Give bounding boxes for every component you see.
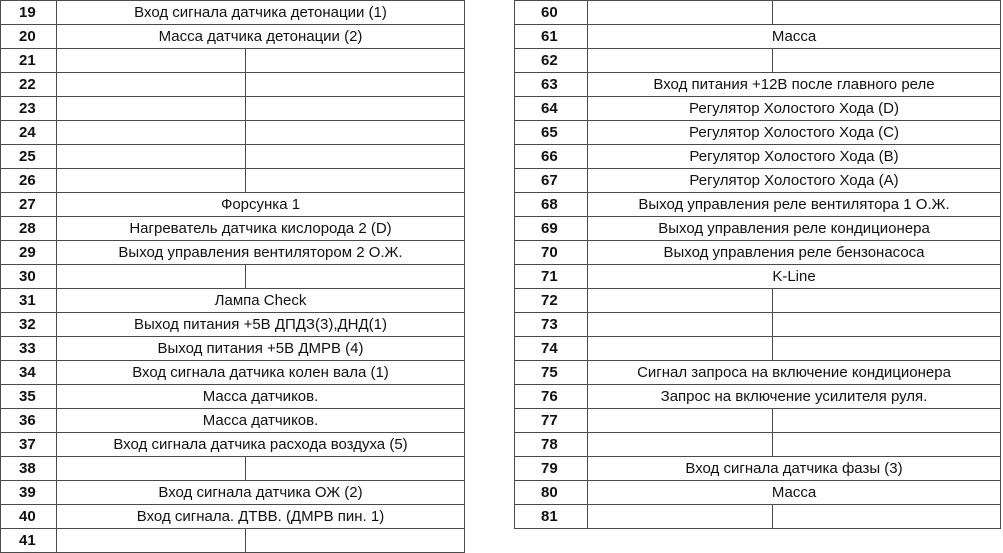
table-row xyxy=(1,241,465,265)
empty-cell xyxy=(246,529,465,553)
pin-number: 19 xyxy=(1,1,57,25)
table-row xyxy=(515,409,1001,433)
empty-cell xyxy=(588,313,773,337)
right-pin-table-body xyxy=(515,1,1001,529)
empty-cell xyxy=(773,1,1001,25)
table-row xyxy=(515,433,1001,457)
pin-number: 33 xyxy=(1,337,57,361)
empty-cell xyxy=(246,97,465,121)
empty-cell xyxy=(773,289,1001,313)
pin-number: 35 xyxy=(1,385,57,409)
table-row xyxy=(515,289,1001,313)
pin-description: Масса xyxy=(588,25,1001,49)
pin-number: 20 xyxy=(1,25,57,49)
pin-description: Выход управления реле кондиционера xyxy=(588,217,1001,241)
pin-number: 21 xyxy=(1,49,57,73)
table-row xyxy=(515,385,1001,409)
table-row xyxy=(1,169,465,193)
pin-number: 73 xyxy=(515,313,588,337)
pin-number: 63 xyxy=(515,73,588,97)
pin-description: Выход управления реле бензонасоса xyxy=(588,241,1001,265)
table-row xyxy=(1,265,465,289)
pin-number: 30 xyxy=(1,265,57,289)
empty-cell xyxy=(588,505,773,529)
table-row xyxy=(1,385,465,409)
pin-number: 38 xyxy=(1,457,57,481)
pin-description: Регулятор Холостого Хода (А) xyxy=(588,169,1001,193)
pin-number: 80 xyxy=(515,481,588,505)
table-row xyxy=(1,289,465,313)
pin-number: 67 xyxy=(515,169,588,193)
empty-cell xyxy=(246,121,465,145)
pin-description: Выход питания +5В ДПДЗ(3),ДНД(1) xyxy=(57,313,465,337)
table-row xyxy=(1,361,465,385)
pin-description: Вход питания +12В после главного реле xyxy=(588,73,1001,97)
empty-cell xyxy=(773,505,1001,529)
pin-description: K-Line xyxy=(588,265,1001,289)
pin-number: 23 xyxy=(1,97,57,121)
pin-description: Нагреватель датчика кислорода 2 (D) xyxy=(57,217,465,241)
table-row xyxy=(1,529,465,553)
pin-number: 62 xyxy=(515,49,588,73)
pin-description: Регулятор Холостого Хода (В) xyxy=(588,145,1001,169)
pin-description: Выход управления вентилятором 2 О.Ж. xyxy=(57,241,465,265)
pin-description: Выход питания +5В ДМРВ (4) xyxy=(57,337,465,361)
pin-number: 28 xyxy=(1,217,57,241)
table-row xyxy=(515,481,1001,505)
pin-number: 40 xyxy=(1,505,57,529)
pin-number: 71 xyxy=(515,265,588,289)
pin-number: 22 xyxy=(1,73,57,97)
pin-description: Лампа Check xyxy=(57,289,465,313)
table-row xyxy=(515,337,1001,361)
empty-cell xyxy=(57,529,246,553)
pin-description: Вход сигнала. ДТВВ. (ДМРВ пин. 1) xyxy=(57,505,465,529)
table-row xyxy=(515,73,1001,97)
pin-number: 36 xyxy=(1,409,57,433)
table-row xyxy=(1,217,465,241)
table-row xyxy=(515,217,1001,241)
empty-cell xyxy=(57,169,246,193)
pin-description: Вход сигнала датчика фазы (3) xyxy=(588,457,1001,481)
pin-number: 32 xyxy=(1,313,57,337)
pin-number: 39 xyxy=(1,481,57,505)
pin-number: 70 xyxy=(515,241,588,265)
empty-cell xyxy=(57,457,246,481)
empty-cell xyxy=(773,337,1001,361)
pin-number: 60 xyxy=(515,1,588,25)
empty-cell xyxy=(57,121,246,145)
empty-cell xyxy=(246,265,465,289)
pin-number: 64 xyxy=(515,97,588,121)
table-row xyxy=(1,505,465,529)
pin-description: Вход сигнала датчика детонации (1) xyxy=(57,1,465,25)
table-row xyxy=(515,97,1001,121)
empty-cell xyxy=(57,73,246,97)
empty-cell xyxy=(773,433,1001,457)
empty-cell xyxy=(57,265,246,289)
table-row xyxy=(1,313,465,337)
empty-cell xyxy=(773,49,1001,73)
pin-number: 66 xyxy=(515,145,588,169)
left-pin-table-body xyxy=(1,1,465,553)
table-row xyxy=(1,337,465,361)
pin-description: Масса xyxy=(588,481,1001,505)
table-row xyxy=(1,97,465,121)
table-row xyxy=(515,169,1001,193)
pin-description: Регулятор Холостого Хода (С) xyxy=(588,121,1001,145)
pin-number: 65 xyxy=(515,121,588,145)
pin-description: Запрос на включение усилителя руля. xyxy=(588,385,1001,409)
pin-number: 34 xyxy=(1,361,57,385)
pin-number: 69 xyxy=(515,217,588,241)
pin-description: Масса датчика детонации (2) xyxy=(57,25,465,49)
empty-cell xyxy=(588,49,773,73)
pin-description: Сигнал запроса на включение кондиционера xyxy=(588,361,1001,385)
table-row xyxy=(515,265,1001,289)
table-row xyxy=(515,121,1001,145)
pin-number: 29 xyxy=(1,241,57,265)
empty-cell xyxy=(246,145,465,169)
table-row xyxy=(1,49,465,73)
pin-number: 76 xyxy=(515,385,588,409)
table-row xyxy=(1,433,465,457)
empty-cell xyxy=(57,97,246,121)
left-pin-table xyxy=(0,0,465,553)
table-row xyxy=(1,481,465,505)
table-row xyxy=(1,25,465,49)
empty-cell xyxy=(588,1,773,25)
pin-number: 24 xyxy=(1,121,57,145)
empty-cell xyxy=(773,313,1001,337)
pin-number: 77 xyxy=(515,409,588,433)
pin-description: Выход управления реле вентилятора 1 О.Ж. xyxy=(588,193,1001,217)
table-row xyxy=(515,25,1001,49)
pin-number: 81 xyxy=(515,505,588,529)
table-row xyxy=(515,505,1001,529)
right-pin-table xyxy=(514,0,1001,529)
pin-number: 78 xyxy=(515,433,588,457)
pin-description: Регулятор Холостого Хода (D) xyxy=(588,97,1001,121)
empty-cell xyxy=(773,409,1001,433)
table-row xyxy=(1,1,465,25)
empty-cell xyxy=(246,73,465,97)
pin-number: 31 xyxy=(1,289,57,313)
pin-number: 72 xyxy=(515,289,588,313)
table-row xyxy=(1,193,465,217)
empty-cell xyxy=(588,337,773,361)
pin-number: 41 xyxy=(1,529,57,553)
pin-number: 27 xyxy=(1,193,57,217)
table-row xyxy=(515,49,1001,73)
empty-cell xyxy=(246,457,465,481)
empty-cell xyxy=(246,169,465,193)
empty-cell xyxy=(246,49,465,73)
table-row xyxy=(515,361,1001,385)
pin-description: Вход сигнала датчика расхода воздуха (5) xyxy=(57,433,465,457)
empty-cell xyxy=(57,145,246,169)
pin-description: Масса датчиков. xyxy=(57,409,465,433)
pin-number: 61 xyxy=(515,25,588,49)
pin-number: 79 xyxy=(515,457,588,481)
table-row xyxy=(1,121,465,145)
table-row xyxy=(515,145,1001,169)
empty-cell xyxy=(588,409,773,433)
pin-number: 37 xyxy=(1,433,57,457)
table-row xyxy=(1,457,465,481)
pin-number: 68 xyxy=(515,193,588,217)
pin-description: Масса датчиков. xyxy=(57,385,465,409)
pin-number: 25 xyxy=(1,145,57,169)
table-row xyxy=(1,409,465,433)
table-row xyxy=(515,457,1001,481)
pin-description: Вход сигнала датчика ОЖ (2) xyxy=(57,481,465,505)
table-row xyxy=(1,73,465,97)
pin-number: 74 xyxy=(515,337,588,361)
pin-number: 26 xyxy=(1,169,57,193)
pin-description: Форсунка 1 xyxy=(57,193,465,217)
pin-description: Вход сигнала датчика колен вала (1) xyxy=(57,361,465,385)
table-row xyxy=(515,241,1001,265)
pin-number: 75 xyxy=(515,361,588,385)
empty-cell xyxy=(57,49,246,73)
table-row xyxy=(515,313,1001,337)
table-row xyxy=(515,193,1001,217)
table-row xyxy=(515,1,1001,25)
empty-cell xyxy=(588,433,773,457)
empty-cell xyxy=(588,289,773,313)
table-row xyxy=(1,145,465,169)
